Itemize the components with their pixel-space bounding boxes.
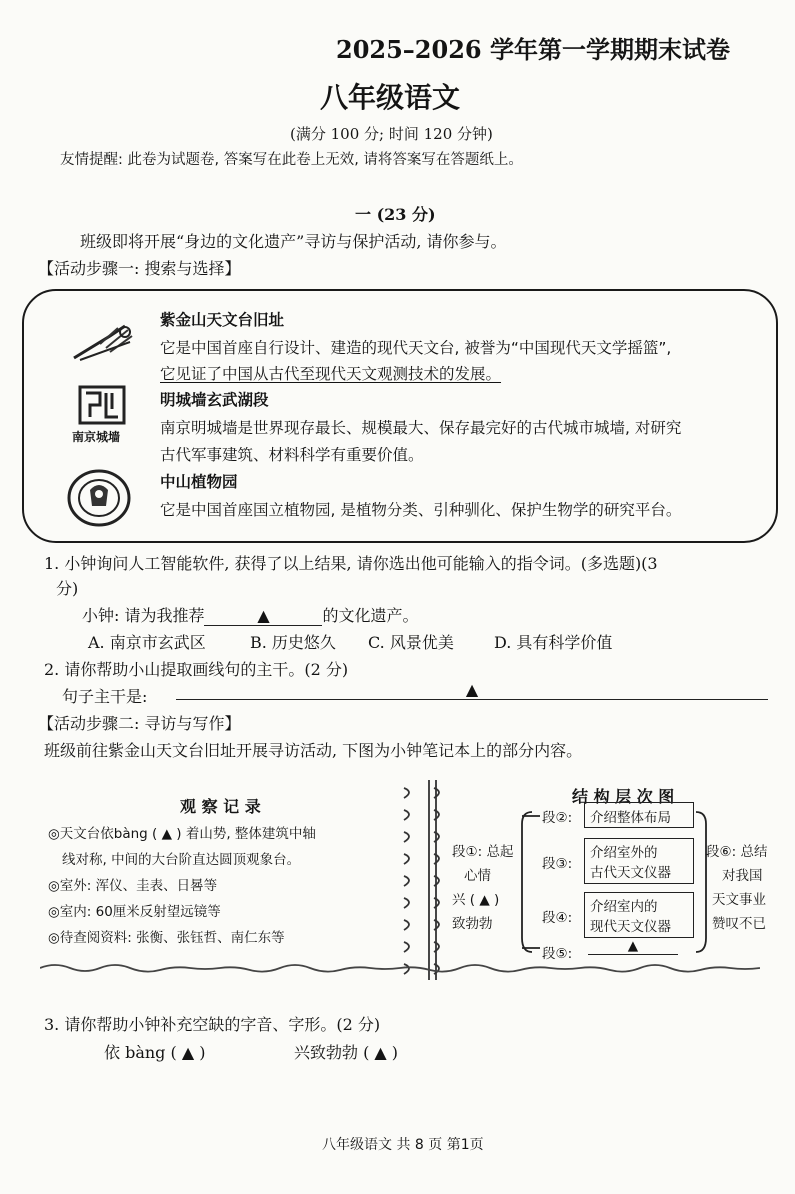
site-3-line1: 它是中国首座国立植物园, 是植物分类、引种驯化、保护生物学的研究平台。 [160,501,682,519]
structure-seg3-text1: 介绍室外的 [590,845,658,861]
q1-option-b[interactable]: B. 历史悠久 [250,633,336,652]
q1-option-a[interactable]: A. 南京市玄武区 [88,633,206,652]
notes-line-5: ◎待查阅资料: 张衡、张钰哲、南仁东等 [48,930,285,946]
structure-seg5-blank[interactable]: ▲ [588,938,678,955]
step1-label: 【活动步骤一: 搜索与选择】 [38,259,241,278]
site-2-line2: 古代军事建筑、材料科学有重要价值。 [160,446,424,464]
structure-right-3: 天文事业 [712,892,766,908]
site-1-title: 紫金山天文台旧址 [160,311,285,329]
q1-stem: 1. 小钟询问人工智能软件, 获得了以上结果, 请你选出他可能输入的指令词。(多选题)(3 [44,554,658,573]
reminder: 友情提醒: 此卷为试题卷, 答案写在此卷上无效, 请将答案写在答题纸上。 [60,152,523,168]
q1-prompt-before: 小钟: 请为我推荐 [82,606,205,625]
page-footer: 八年级语文 共 8 页 第1页 [322,1137,484,1153]
structure-seg4-label: 段④: [542,910,573,926]
site-2-line1: 南京明城墙是世界现存最长、规模最大、保存最完好的古代城市城墙, 对研究 [160,419,682,437]
structure-right-1: 段⑥: 总结 [706,844,768,860]
notes-line-3: ◎室外: 浑仪、圭表、日晷等 [48,878,218,894]
structure-seg5-label: 段⑤: [542,946,573,962]
site-1-line2-underlined: 它见证了中国从古代至现代天文观测技术的发展。 [160,365,502,383]
notes-title: 观 察 记 录 [180,797,261,816]
step2-intro: 班级前往紫金山天文台旧址开展寻访活动, 下图为小钟笔记本上的部分内容。 [44,741,583,760]
q1-option-d[interactable]: D. 具有科学价值 [494,633,613,652]
structure-left-1: 段①: 总起 [452,844,514,860]
q1-prompt [82,603,419,626]
q3-item-a[interactable]: 依 bàng ( ▲ ) [104,1043,206,1062]
structure-left-2: 心情 [464,868,491,884]
site-2-title: 明城墙玄武湖段 [160,391,269,409]
q3-item-b[interactable]: 兴致勃勃 ( ▲ ) [294,1043,399,1062]
q2-answer-blank[interactable]: ▲ [176,680,768,700]
structure-seg2-label: 段②: [542,810,573,826]
site-3-title: 中山植物园 [160,473,238,491]
q1-stem-cont: 分) [56,579,79,598]
q1-prompt-after: 的文化遗产。 [322,606,419,625]
notebook-spiral-binding [396,780,456,980]
step2-label: 【活动步骤二: 寻访与写作】 [38,714,241,733]
structure-seg3-label: 段③: [542,856,573,872]
structure-seg3-text2: 古代天文仪器 [590,865,671,881]
q3-stem: 3. 请你帮助小钟补充空缺的字音、字形。(2 分) [44,1015,381,1034]
q2-stem: 2. 请你帮助小山提取画线句的主干。(2 分) [44,660,349,679]
exam-subtitle: 八年级语文 [320,81,461,114]
city-wall-logo-icon [76,385,128,425]
botanical-garden-seal-icon [66,468,132,528]
notes-line-2: 线对称, 中间的大台阶直达圆顶观象台。 [62,852,301,868]
exam-title: 2025–2026 学年第一学期期末试卷 [336,35,730,64]
city-wall-logo-text: 南京城墙 [72,430,121,444]
q1-option-c[interactable]: C. 风景优美 [368,633,454,652]
site-1-line1: 它是中国首座自行设计、建造的现代天文台, 被誉为“中国现代天文学摇篮”, [160,339,672,357]
structure-left-4: 致勃勃 [452,916,493,932]
structure-right-4: 赞叹不已 [712,916,766,932]
telescope-icon [70,318,140,366]
structure-seg4-text2: 现代天文仪器 [590,919,671,935]
structure-seg2-text: 介绍整体布局 [590,810,671,826]
structure-left-3: 兴 ( ▲ ) [452,892,500,908]
structure-right-2: 对我国 [722,868,763,884]
section-intro: 班级即将开展“身边的文化遗产”寻访与保护活动, 请你参与。 [80,232,507,251]
notes-line-4: ◎室内: 60厘米反射望远镜等 [48,904,221,920]
torn-paper-edge [40,958,760,978]
section-heading: 一 (23 分) [355,205,436,224]
q2-label: 句子主干是: [62,687,148,706]
structure-title: 结 构 层 次 图 [572,787,675,806]
q1-answer-blank[interactable]: ▲ [204,606,322,626]
structure-seg4-text1: 介绍室内的 [590,899,658,915]
notes-line-1: ◎天文台依bàng ( ▲ ) 着山势, 整体建筑中轴 [48,826,316,842]
score-time: (满分 100 分; 时间 120 分钟) [290,125,493,143]
